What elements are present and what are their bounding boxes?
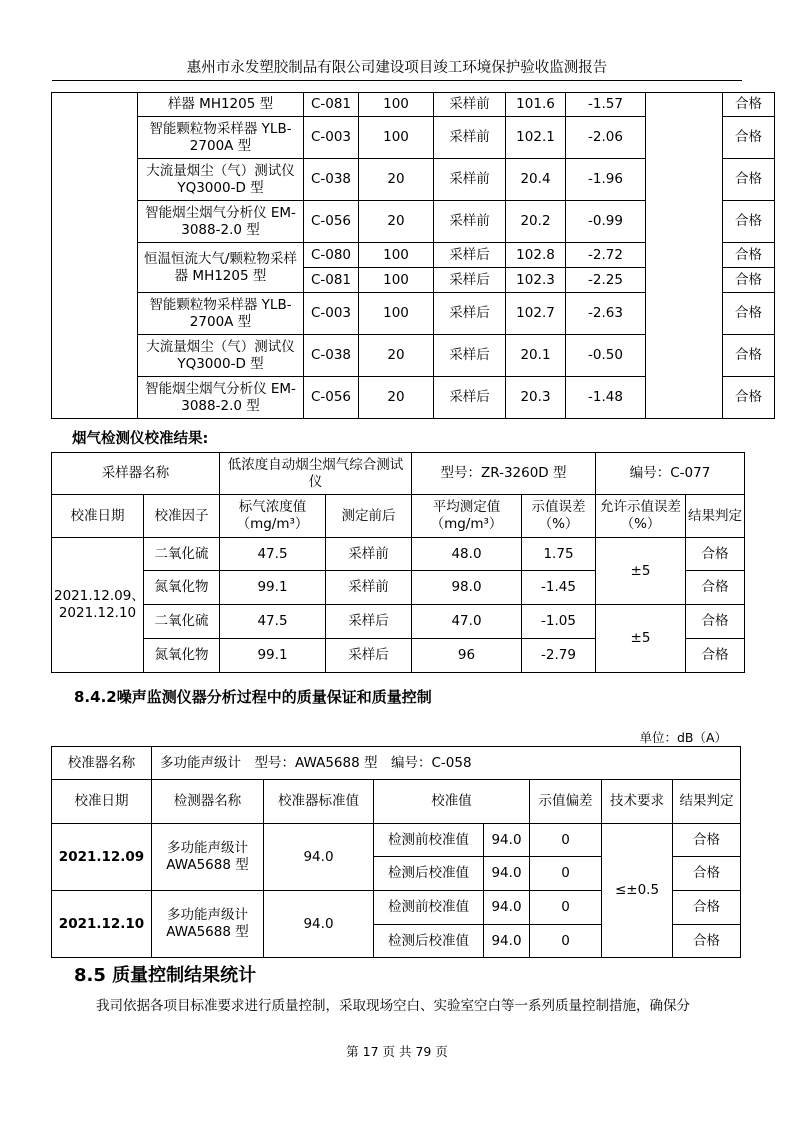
flow-value: 20	[359, 377, 434, 419]
result: 合格	[673, 824, 741, 857]
calib-value: 94.0	[484, 925, 530, 958]
calibration-date: 2021.12.10	[52, 891, 152, 958]
sampler-name: 恒温恒流大气/颗粒物采样器 MH1205 型	[138, 243, 304, 293]
result: 合格	[686, 639, 745, 673]
header-date: 校准日期	[52, 495, 144, 538]
flow-value: 20	[359, 159, 434, 201]
factor: 二氧化硫	[144, 538, 220, 571]
header-std-conc: 标气浓度值（mg/m³）	[220, 495, 326, 538]
stage: 采样后	[326, 639, 412, 673]
sampler-name: 大流量烟尘（气）测试仪 YQ3000-D 型	[138, 335, 304, 377]
error-value: -1.05	[522, 605, 596, 639]
deviation: 0	[530, 891, 602, 925]
table-row	[52, 93, 775, 117]
result: 合格	[686, 605, 745, 639]
table-row	[52, 747, 741, 780]
result: 合格	[673, 925, 741, 958]
header-result: 结果判定	[673, 780, 741, 824]
flow-value: 100	[359, 293, 434, 335]
measured-value: 102.1	[506, 117, 566, 159]
flow-value: 100	[359, 117, 434, 159]
sampler-id: C-056	[304, 201, 359, 243]
calib-label: 检测后校准值	[374, 857, 484, 891]
table-header-row	[52, 495, 745, 538]
stage: 采样后	[434, 268, 506, 293]
header-date: 校准日期	[52, 780, 152, 824]
sampler-id: C-003	[304, 293, 359, 335]
stage: 采样前	[326, 571, 412, 605]
section-8-5-title: 8.5 质量控制结果统计	[74, 965, 257, 986]
table-row	[52, 538, 745, 571]
measured-value: 20.4	[506, 159, 566, 201]
stage: 采样前	[434, 93, 506, 117]
stage: 采样后	[434, 377, 506, 419]
unit-label: 单位：dB（A）	[639, 730, 727, 745]
result: 合格	[723, 243, 775, 268]
result: 合格	[723, 268, 775, 293]
std-conc: 47.5	[220, 605, 326, 639]
result: 合格	[723, 293, 775, 335]
std-value: 94.0	[264, 891, 374, 958]
model-number: 型号：ZR-3260D 型	[412, 453, 596, 495]
measured-value: 20.2	[506, 201, 566, 243]
header-factor: 校准因子	[144, 495, 220, 538]
flow-value: 20	[359, 201, 434, 243]
flow-value: 100	[359, 93, 434, 117]
tolerance: ±5	[596, 538, 686, 605]
error-value: -2.72	[566, 243, 646, 268]
page-footer: 第 17 页 共 79 页	[346, 1044, 448, 1059]
stage: 采样前	[434, 159, 506, 201]
error-value: -1.96	[566, 159, 646, 201]
instrument-name: 多功能声级计 AWA5688 型	[152, 824, 264, 891]
stage: 采样后	[434, 293, 506, 335]
stage: 采样前	[434, 117, 506, 159]
header-tech: 技术要求	[602, 780, 673, 824]
factor: 二氧化硫	[144, 605, 220, 639]
serial-number: 编号：C-077	[596, 453, 745, 495]
sampler-calibration-table	[51, 92, 775, 419]
result: 合格	[723, 117, 775, 159]
calib-value: 94.0	[484, 891, 530, 925]
error-value: -2.63	[566, 293, 646, 335]
stage: 采样后	[434, 335, 506, 377]
noise-calibration-table	[51, 746, 741, 958]
header-allowed: 允许示值误差（%）	[596, 495, 686, 538]
calib-label: 检测前校准值	[374, 891, 484, 925]
sampler-name: 智能颗粒物采样器 YLB-2700A 型	[138, 293, 304, 335]
factor: 氮氧化物	[144, 639, 220, 673]
result: 合格	[723, 335, 775, 377]
deviation: 0	[530, 925, 602, 958]
measured-value: 102.3	[506, 268, 566, 293]
result: 合格	[723, 159, 775, 201]
result: 合格	[686, 571, 745, 605]
sampler-label: 采样器名称	[52, 453, 220, 495]
header-avg: 平均测定值（mg/m³）	[412, 495, 522, 538]
table-row	[52, 824, 741, 857]
sampler-name: 低浓度自动烟尘烟气综合测试仪	[220, 453, 412, 495]
stage: 采样前	[326, 538, 412, 571]
result: 合格	[723, 201, 775, 243]
calib-value: 94.0	[484, 857, 530, 891]
header-rule	[52, 80, 742, 81]
measured-value: 102.8	[506, 243, 566, 268]
avg-value: 48.0	[412, 538, 522, 571]
error-value: -1.48	[566, 377, 646, 419]
error-value: 1.75	[522, 538, 596, 571]
deviation: 0	[530, 857, 602, 891]
table-row	[52, 453, 745, 495]
result: 合格	[723, 93, 775, 117]
table-header-row	[52, 780, 741, 824]
instrument-name: 多功能声级计 AWA5688 型	[152, 891, 264, 958]
header-std-value: 校准器标准值	[264, 780, 374, 824]
page-header: 惠州市永发塑胶制品有限公司建设项目竣工环境保护验收监测报告	[186, 60, 608, 76]
calib-value: 94.0	[484, 824, 530, 857]
stage: 采样后	[434, 243, 506, 268]
sampler-id: C-081	[304, 268, 359, 293]
std-value: 94.0	[264, 824, 374, 891]
std-conc: 99.1	[220, 571, 326, 605]
section-8-5-paragraph: 我司依据各项目标准要求进行质量控制，采取现场空白、实验室空白等一系列质量控制措施，确保分	[96, 998, 690, 1014]
calibration-date: 2021.12.09、2021.12.10	[52, 538, 144, 673]
result: 合格	[673, 891, 741, 925]
measured-value: 102.7	[506, 293, 566, 335]
tech-requirement: ≤±0.5	[602, 824, 673, 958]
error-value: -2.79	[522, 639, 596, 673]
measured-value: 20.3	[506, 377, 566, 419]
result: 合格	[686, 538, 745, 571]
avg-value: 47.0	[412, 605, 522, 639]
header-stage: 测定前后	[326, 495, 412, 538]
flow-value: 20	[359, 335, 434, 377]
error-value: -0.50	[566, 335, 646, 377]
sampler-id: C-080	[304, 243, 359, 268]
avg-value: 96	[412, 639, 522, 673]
sampler-id: C-038	[304, 335, 359, 377]
error-value: -2.06	[566, 117, 646, 159]
header-calib: 校准值	[374, 780, 530, 824]
header-error: 示值误差（%）	[522, 495, 596, 538]
error-value: -1.45	[522, 571, 596, 605]
std-conc: 47.5	[220, 538, 326, 571]
measured-value: 20.1	[506, 335, 566, 377]
header-instrument: 检测器名称	[152, 780, 264, 824]
deviation: 0	[530, 824, 602, 857]
sampler-name: 大流量烟尘（气）测试仪 YQ3000-D 型	[138, 159, 304, 201]
std-conc: 99.1	[220, 639, 326, 673]
sampler-id: C-081	[304, 93, 359, 117]
flue-gas-section-title: 烟气检测仪校准结果:	[72, 431, 209, 447]
stage: 采样前	[434, 201, 506, 243]
sampler-id: C-056	[304, 377, 359, 419]
sampler-name: 智能烟尘烟气分析仪 EM-3088-2.0 型	[138, 377, 304, 419]
sampler-id: C-038	[304, 159, 359, 201]
error-value: -0.99	[566, 201, 646, 243]
calibrator-label: 校准器名称	[52, 747, 152, 780]
result: 合格	[723, 377, 775, 419]
sampler-name: 智能颗粒物采样器 YLB-2700A 型	[138, 117, 304, 159]
calib-label: 检测前校准值	[374, 824, 484, 857]
header-deviation: 示值偏差	[530, 780, 602, 824]
tolerance: ±5	[596, 605, 686, 673]
avg-value: 98.0	[412, 571, 522, 605]
tolerance-cell-empty	[646, 93, 723, 419]
error-value: -1.57	[566, 93, 646, 117]
flow-value: 100	[359, 243, 434, 268]
measured-value: 101.6	[506, 93, 566, 117]
flue-gas-calibration-table	[51, 452, 745, 673]
factor: 氮氧化物	[144, 571, 220, 605]
noise-section-title: 8.4.2噪声监测仪器分析过程中的质量保证和质量控制	[74, 688, 432, 706]
table-row	[52, 605, 745, 639]
flow-value: 100	[359, 268, 434, 293]
stage: 采样后	[326, 605, 412, 639]
date-cell-empty	[52, 93, 138, 419]
sampler-name: 智能烟尘烟气分析仪 EM-3088-2.0 型	[138, 201, 304, 243]
calibration-date: 2021.12.09	[52, 824, 152, 891]
calib-label: 检测后校准值	[374, 925, 484, 958]
sampler-id: C-003	[304, 117, 359, 159]
result: 合格	[673, 857, 741, 891]
calibrator-info: 多功能声级计 型号：AWA5688 型 编号：C-058	[152, 747, 741, 780]
header-result: 结果判定	[686, 495, 745, 538]
error-value: -2.25	[566, 268, 646, 293]
sampler-name: 样器 MH1205 型	[138, 93, 304, 117]
